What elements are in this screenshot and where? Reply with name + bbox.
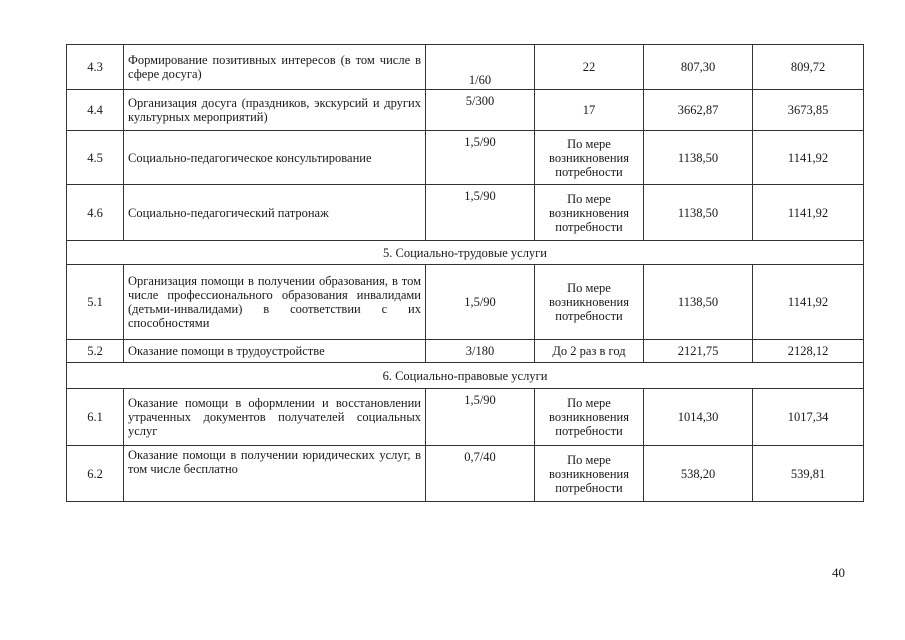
price-1: 2121,75 (644, 340, 753, 363)
row-number: 5.2 (67, 340, 124, 363)
section-row (67, 241, 864, 265)
service-name: Социально-педагогическое консультирование (124, 131, 426, 185)
table-row (67, 389, 864, 446)
row-number: 6.1 (67, 389, 124, 446)
service-norm: 1,5/90 (426, 185, 535, 241)
service-name: Оказание помощи в оформлении и восстановлении утраченных документов получателей социальных услуг (124, 389, 426, 446)
price-1: 1014,30 (644, 389, 753, 446)
price-2: 1017,34 (753, 389, 864, 446)
table-row (67, 446, 864, 502)
service-norm: 1,5/90 (426, 389, 535, 446)
service-period: До 2 раз в год (535, 340, 644, 363)
price-1: 1138,50 (644, 131, 753, 185)
service-period: 22 (535, 45, 644, 90)
price-2: 539,81 (753, 446, 864, 502)
row-number: 6.2 (67, 446, 124, 502)
row-number: 4.3 (67, 45, 124, 90)
row-number: 4.5 (67, 131, 124, 185)
service-norm: 3/180 (426, 340, 535, 363)
table-row (67, 340, 864, 363)
service-period: По мере возникновения потребности (535, 265, 644, 340)
row-number: 5.1 (67, 265, 124, 340)
service-norm: 0,7/40 (426, 446, 535, 502)
price-2: 1141,92 (753, 185, 864, 241)
service-name: Социально-педагогический патронаж (124, 185, 426, 241)
section-title: 5. Социально-трудовые услуги (67, 241, 864, 265)
table-row (67, 90, 864, 131)
price-1: 538,20 (644, 446, 753, 502)
price-1: 807,30 (644, 45, 753, 90)
services-table (66, 44, 864, 502)
table-row (67, 131, 864, 185)
page-number: 40 (832, 565, 845, 580)
service-norm: 1/60 (426, 45, 535, 90)
price-2: 2128,12 (753, 340, 864, 363)
price-1: 3662,87 (644, 90, 753, 131)
price-2: 1141,92 (753, 265, 864, 340)
service-norm: 1,5/90 (426, 265, 535, 340)
service-period: 17 (535, 90, 644, 131)
price-1: 1138,50 (644, 185, 753, 241)
service-period: По мере возникновения потребности (535, 389, 644, 446)
row-number: 4.6 (67, 185, 124, 241)
service-norm: 5/300 (426, 90, 535, 131)
service-name: Организация помощи в получении образования, в том числе профессионального образования инвалидами (детьми-инвалидами) в соответствии с их способностями (124, 265, 426, 340)
service-period: По мере возникновения потребности (535, 131, 644, 185)
service-name: Оказание помощи в получении юридических услуг, в том числе бесплатно (124, 446, 426, 502)
price-2: 3673,85 (753, 90, 864, 131)
service-period: По мере возникновения потребности (535, 446, 644, 502)
table-row (67, 45, 864, 90)
service-name: Формирование позитивных интересов (в том числе в сфере досуга) (124, 45, 426, 90)
table-row (67, 185, 864, 241)
row-number: 4.4 (67, 90, 124, 131)
service-norm: 1,5/90 (426, 131, 535, 185)
price-2: 809,72 (753, 45, 864, 90)
service-name: Оказание помощи в трудоустройстве (124, 340, 426, 363)
table-row (67, 265, 864, 340)
price-2: 1141,92 (753, 131, 864, 185)
service-name: Организация досуга (праздников, экскурсий и других культурных мероприятий) (124, 90, 426, 131)
price-1: 1138,50 (644, 265, 753, 340)
service-period: По мере возникновения потребности (535, 185, 644, 241)
section-title: 6. Социально-правовые услуги (67, 363, 864, 389)
section-row (67, 363, 864, 389)
